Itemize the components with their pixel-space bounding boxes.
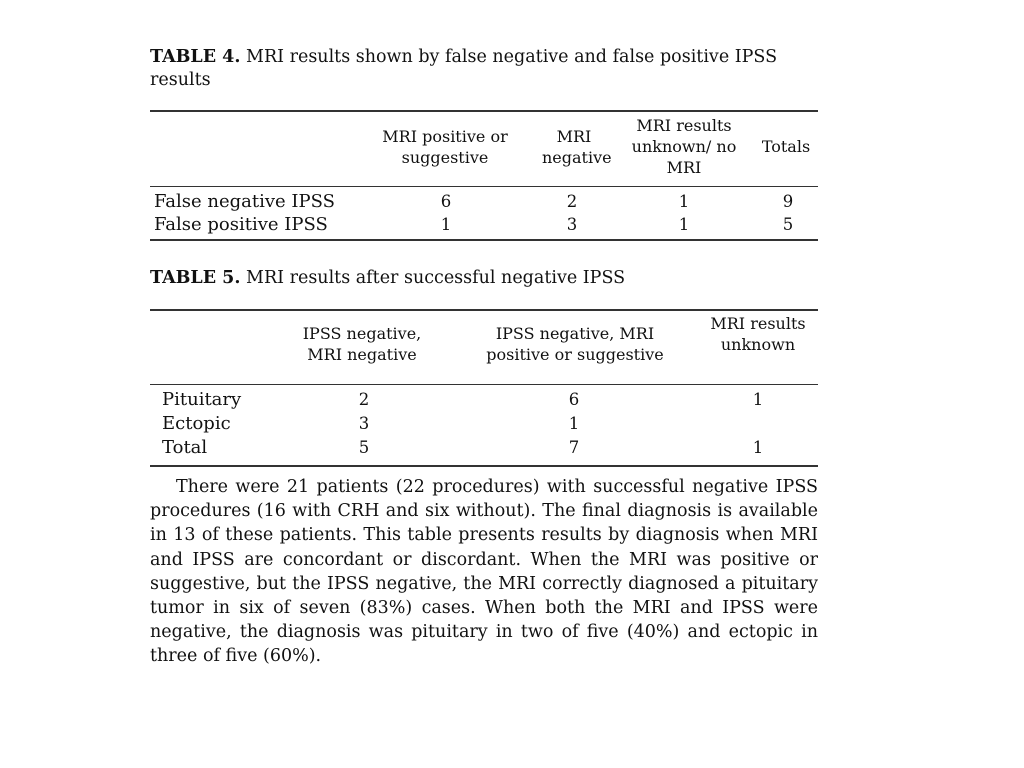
table5-bottom-rule: [150, 465, 818, 467]
table-cell: 1: [752, 438, 764, 457]
table5: [150, 309, 818, 467]
table-cell: 6: [568, 390, 580, 409]
table-row: [150, 412, 818, 436]
table5-header-mri-unknown: MRI results unknown: [710, 314, 806, 354]
table5-title: MRI results after successful negative IPSS: [246, 268, 626, 288]
table-cell: 5: [782, 215, 794, 234]
table-cell: 1: [440, 215, 452, 234]
table-cell: 2: [358, 390, 370, 409]
table-cell: 3: [566, 215, 578, 234]
table4-bottom-rule: [150, 239, 818, 241]
table-cell: 5: [358, 438, 370, 457]
row-label: False positive IPSS: [154, 214, 328, 235]
table5-caption: [150, 267, 818, 290]
table5-body: [150, 385, 818, 465]
table-cell: 1: [568, 414, 580, 433]
row-label: False negative IPSS: [154, 191, 335, 212]
table-row: [150, 213, 818, 236]
table-row: [150, 436, 818, 460]
table-cell: 1: [752, 390, 764, 409]
table4-header-mri-unknown: MRI results unknown/ no MRI: [631, 116, 737, 177]
table4-header: [150, 112, 818, 186]
row-label: Ectopic: [162, 413, 231, 434]
table4-title: MRI results shown by false negative and false positive IPSS results: [150, 47, 778, 90]
table-cell: 9: [782, 192, 794, 211]
table-cell: 6: [440, 192, 452, 211]
table4-header-mri-negative: MRI negative: [542, 127, 612, 167]
table5-header-ipss-neg-mri-pos: IPSS negative, MRI positive or suggestive: [486, 324, 664, 364]
table4-body: [150, 187, 818, 239]
table5-label: TABLE 5.: [150, 268, 241, 288]
table5-footnote: There were 21 patients (22 procedures) with successful negative IPSS procedures (16 with CRH and six without). The final diagnosis is available in 13 of these patients. This table presents results by diagnosis when MRI and IPSS are concordant or discordant. When the MRI was positive or suggestive, but the IPSS negative, the MRI correctly diagnosed a pituitary tumor in six of seven (83%) cases. When both the MRI and IPSS were negative, the diagnosis was pituitary in two of five (40%) and ectopic in three of five (60%).: [150, 477, 818, 667]
table-cell: 1: [678, 215, 690, 234]
table4-header-mri-positive: MRI positive or suggestive: [382, 127, 508, 167]
table5-header: [150, 311, 818, 384]
row-label: Pituitary: [162, 389, 242, 410]
table-cell: 7: [568, 438, 580, 457]
table5-header-ipss-neg-mri-neg: IPSS negative, MRI negative: [302, 324, 422, 364]
table-row: [150, 190, 818, 213]
table-cell: 1: [678, 192, 690, 211]
document-page: [150, 46, 818, 686]
table-cell: 3: [358, 414, 370, 433]
table4: [150, 110, 818, 241]
table-cell: 2: [566, 192, 578, 211]
row-label: Total: [162, 437, 208, 458]
table4-caption: [150, 46, 818, 92]
table4-label: TABLE 4.: [150, 47, 241, 67]
table-row: [150, 388, 818, 412]
table4-header-totals: Totals: [761, 137, 811, 156]
